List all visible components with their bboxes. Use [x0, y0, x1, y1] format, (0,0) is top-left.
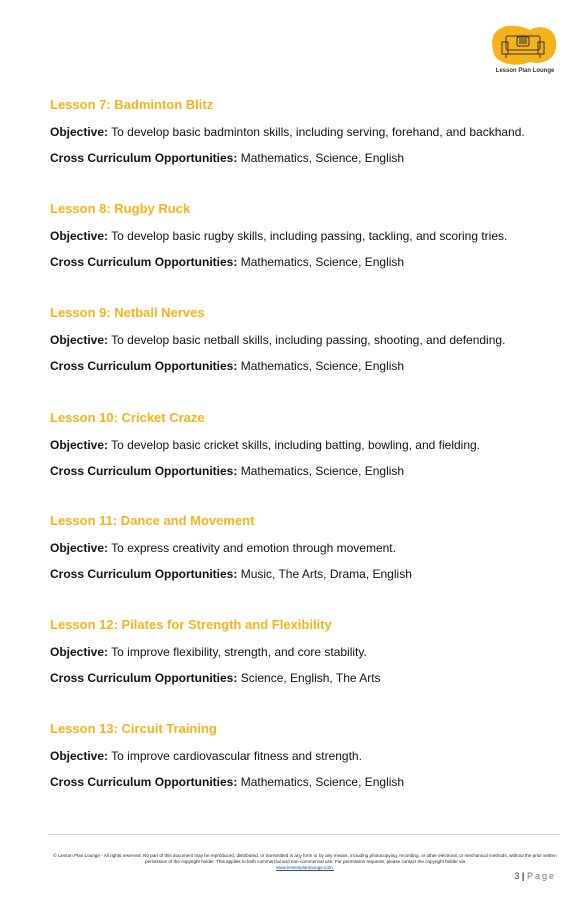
objective-label: Objective: [50, 749, 109, 763]
lesson-block [50, 409, 570, 479]
lesson-block [50, 720, 570, 790]
objective-line [50, 748, 570, 764]
objective-line [50, 437, 570, 453]
objective-label: Objective: [50, 125, 109, 139]
cross-curriculum-line [50, 774, 570, 790]
lesson-block [50, 304, 570, 374]
objective-line [50, 332, 570, 348]
objective-line [50, 228, 570, 244]
objective-label: Objective: [50, 541, 109, 555]
sofa-icon [490, 24, 560, 68]
objective-text: To develop basic cricket skills, including batting, bowling, and fielding. [108, 438, 481, 452]
cross-curriculum-label: Cross Curriculum Opportunities: [50, 567, 238, 581]
lesson-title: Lesson 8: Rugby Ruck [50, 201, 191, 216]
objective-label: Objective: [50, 645, 109, 659]
footer-divider [48, 834, 560, 835]
copyright-text: © Lesson Plan Lounge - All rights reserved. No part of this document may be reproduced, distributed, or transmitted in any form or by any means, including photocopying, recording, or other electronic or mechanical methods, without the prior written permission of the copyright holder. This applies to both commercial and non-commercial use. For permission requests, please contact the copyright holder via [53, 853, 557, 864]
cross-curriculum-text: Mathematics, Science, English [237, 464, 405, 478]
lesson-block [50, 96, 570, 166]
lesson-title: Lesson 12: Pilates for Strength and Flexibility [50, 617, 332, 632]
cross-curriculum-label: Cross Curriculum Opportunities: [50, 151, 238, 165]
cross-curriculum-line [50, 670, 570, 686]
cross-curriculum-line [50, 358, 570, 374]
cross-curriculum-line [50, 463, 570, 479]
objective-label: Objective: [50, 333, 109, 347]
cross-curriculum-line [50, 150, 570, 166]
objective-text: To develop basic netball skills, including passing, shooting, and defending. [108, 333, 506, 347]
lesson-title: Lesson 9: Netball Nerves [50, 305, 205, 320]
lesson-title: Lesson 7: Badminton Blitz [50, 97, 214, 112]
cross-curriculum-label: Cross Curriculum Opportunities: [50, 464, 238, 478]
cross-curriculum-text: Science, English, The Arts [237, 671, 381, 685]
objective-label: Objective: [50, 438, 109, 452]
lesson-block [50, 512, 570, 582]
cross-curriculum-text: Music, The Arts, Drama, English [237, 567, 412, 581]
page-number-value: 3 [514, 871, 520, 881]
page-separator: | [521, 871, 525, 881]
cross-curriculum-text: Mathematics, Science, English [237, 255, 405, 269]
website-link[interactable]: www.lessonplanlounge.com. [276, 865, 334, 870]
cross-curriculum-label: Cross Curriculum Opportunities: [50, 775, 238, 789]
lesson-block [50, 200, 570, 270]
footer-copyright [52, 853, 558, 871]
page-word: Page [526, 871, 556, 881]
objective-line [50, 124, 570, 140]
objective-text: To develop basic rugby skills, including passing, tackling, and scoring tries. [108, 229, 508, 243]
objective-text: To improve flexibility, strength, and core stability. [108, 645, 367, 659]
lesson-block [50, 616, 570, 686]
lesson-title: Lesson 13: Circuit Training [50, 721, 217, 736]
objective-line [50, 540, 570, 556]
page-number [514, 871, 556, 881]
objective-label: Objective: [50, 229, 109, 243]
lesson-title: Lesson 11: Dance and Movement [50, 513, 255, 528]
logo [490, 24, 560, 78]
objective-text: To develop basic badminton skills, including serving, forehand, and backhand. [108, 125, 525, 139]
cross-curriculum-label: Cross Curriculum Opportunities: [50, 359, 238, 373]
objective-text: To improve cardiovascular fitness and strength. [108, 749, 362, 763]
objective-line [50, 644, 570, 660]
cross-curriculum-text: Mathematics, Science, English [237, 151, 405, 165]
cross-curriculum-line [50, 566, 570, 582]
cross-curriculum-label: Cross Curriculum Opportunities: [50, 255, 238, 269]
cross-curriculum-line [50, 254, 570, 270]
cross-curriculum-label: Cross Curriculum Opportunities: [50, 671, 238, 685]
cross-curriculum-text: Mathematics, Science, English [237, 775, 405, 789]
lesson-title: Lesson 10: Cricket Craze [50, 410, 205, 425]
logo-brand-text: Lesson Plan Lounge [495, 68, 555, 74]
objective-text: To express creativity and emotion through movement. [108, 541, 396, 555]
cross-curriculum-text: Mathematics, Science, English [237, 359, 405, 373]
